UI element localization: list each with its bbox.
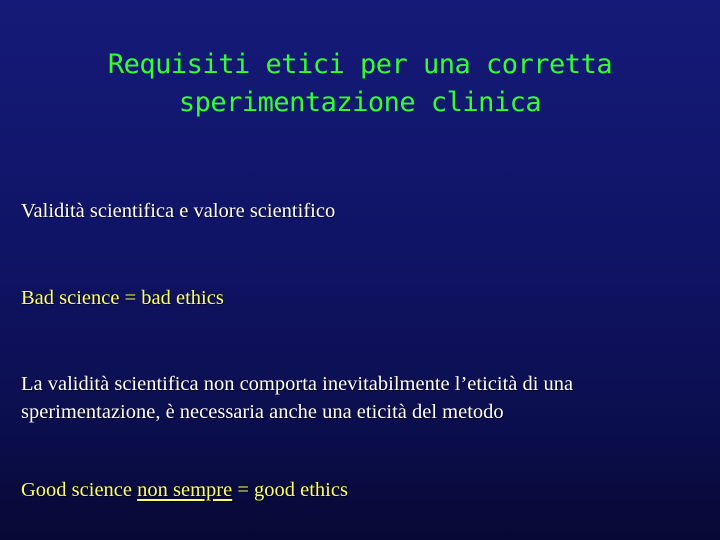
point-good-science-end: = good ethics xyxy=(232,479,348,501)
point-validity-ethics-line-2: sperimentazione, è necessaria anche una eticità del metodo xyxy=(21,401,504,423)
slide-title xyxy=(0,46,720,122)
point-validity-ethics xyxy=(21,370,701,426)
point-validity: Validità scientifica e valore scientifico xyxy=(21,200,336,222)
point-validity-ethics-line-1: La validità scientifica non comporta inevitabilmente l’eticità di una xyxy=(21,373,574,395)
point-good-science-start: Good science xyxy=(21,479,138,501)
point-good-science xyxy=(21,476,701,504)
title-line-2: sperimentazione clinica xyxy=(178,87,542,118)
point-bad-science: Bad science = bad ethics xyxy=(21,287,224,309)
point-good-science-underlined: non sempre xyxy=(137,479,233,501)
title-line-1: Requisiti etici per una corretta xyxy=(107,49,613,80)
